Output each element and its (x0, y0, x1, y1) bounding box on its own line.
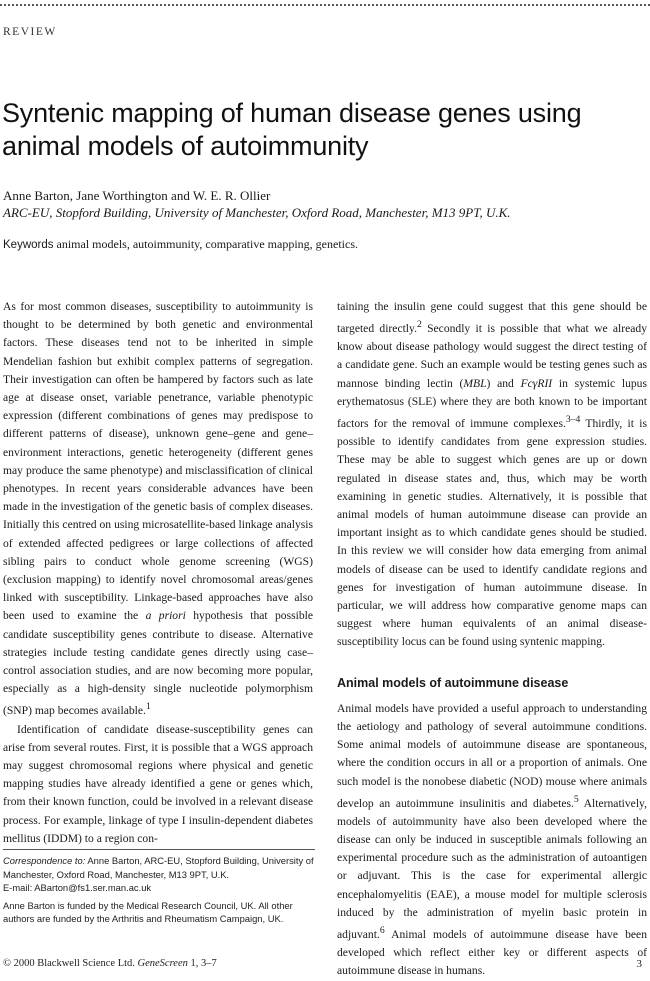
top-dotted-rule (0, 4, 650, 6)
keywords-line (3, 236, 358, 254)
right-column (337, 298, 647, 981)
citation-6: 6 (379, 925, 385, 937)
funding-note: Anne Barton is funded by the Medical Research Council, UK. All other authors are funded by the Arthritis and Rheumatism Campaign, UK. (3, 899, 293, 924)
intro-paragraph-1: As for most common diseases, susceptibility to autoimmunity is thought to be determined by both genetic and environmental factors. These diseases tend not to be inherited in simple Mendelian fashion but exhibit complex patterns of segregation. Their investigation can often be hampered by factors such as late age at disease onset, variable penetrance, variable phenotypic expression (different combinations of genes may predispose to different patterns of disease), unknown gene–gene and gene–environment interactions, genetic heterogeneity (different genes may produce the same phenotype) and misclassification of clinical phenotypes. In recent years considerable advances have been made in the investigation of the genetic basis of complex diseases. Initially this centred on using microsatellite-based linkage analysis of extended affected pedigrees or large collections of affected sibling pairs to conduct whole genome screening (WGS) (exclusion mapping) to identify novel chromosomal areas/genes linked with susceptibility. Linkage-based approaches have also been used to examine the a priori hypothesis that possible candidate susceptibility genes contribute to disease. Alternative strategies include testing candidate genes directly using case–control association studies, and are now becoming more popular, especially as a high-density single nucleotide polymorphism (SNP) map becomes available.$^1$ (3, 300, 314, 718)
citation-3-4: 3–4 (565, 414, 581, 426)
correspondence-note: Correspondence to: Anne Barton, ARC-EU, Stopford Building, University of Manchester, Oxford Road, Manchester, M13 9PT, U.K. E-mail: ABarton@fs1.ser.man.ac.uk (3, 855, 314, 893)
page-number: 3 (636, 958, 642, 970)
animal-models-paragraph: Animal models have provided a useful approach to understanding the aetiology and pathology of several autoimmune conditions. Some animal models of autoimmune disease are spontaneous, where the condition occurs in all or a proportion of animals. One such model is the nonobese diabetic (NOD) mouse where animals develop an autoimmune insulinitis and diabetes.$^5$ Alternatively, models of autoimmunity have also been developed where the disease can only be induced in susceptible animals following an experimental procedure such as the administration of autoantigen or adjuvant. This is the case for experimental allergic encephalomyelitis (EAE), a mouse model for multiple sclerosis induced by the administration of myelin basic protein in adjuvant.$^6$ Animal models of autoimmune disease have been developed which reflect either key or different aspects of autoimmune disease in humans. (337, 701, 647, 978)
intro-paragraph-2-continued: taining the insulin gene could suggest that this gene should be targeted directly.$^2$ Secondly it is possible that what we already know about disease pathology would suggest the direct testing of a candidate gene. Such an example would be testing genes such as mannose binding lectin (MBL) and FcγRII in systemic lupus erythematosus (SLE) where they are both known to be important factors for the removal of immune complexes.$^{3-4}$ Thirdly, it is possible to identify candidates from gene expression studies. These may be able to suggest which genes are up or down regulated in disease states and, thus, which may be worth examining in genetic studies. Alternatively, it is possible that animal models of human autoimmune disease can provide an important insight as to which candidate genes should be studied. In this review we will consider how data emerging from animal models of disease can be used to identify candidate regions and genes for investigation of human autoimmune disease. In particular, we will address how comparative genome maps can suggest where human equivalents of an animal disease-susceptibility locus can be found using syntenic mapping. (337, 300, 647, 649)
section-heading: Animal models of autoimmune disease (337, 675, 569, 690)
correspondence-email: E-mail: ABarton@fs1.ser.man.ac.uk (3, 882, 152, 893)
intro-paragraph-2: Identification of candidate disease-susceptibility genes can arise from several routes. First, it is possible that a WGS approach may suggest chromosomal regions where physical and genetic mapping studies have already identified a gene or genes which, from their known function, could be involved in a relevant disease process. For example, linkage of type I insulin-dependent diabetes mellitus (IDDM) to a region con- (3, 722, 313, 845)
article-title: Syntenic mapping of human disease genes using animal models of autoimmunity (2, 98, 582, 161)
citation-5: 5 (573, 793, 579, 805)
citation-2: 2 (416, 319, 422, 331)
footer-citation: © 2000 Blackwell Science Ltd. GeneScreen 1, 3–7 (3, 958, 217, 969)
author-list: Anne Barton, Jane Worthington and W. E. R. Ollier (3, 188, 271, 203)
keywords-label: Keywords (3, 239, 54, 251)
keywords-text: animal models, autoimmunity, comparative mapping, genetics. (56, 237, 358, 251)
section-label: REVIEW (3, 26, 57, 38)
left-column (3, 298, 313, 848)
footnotes (3, 849, 315, 930)
citation-1: 1 (145, 701, 151, 713)
author-affiliation: ARC-EU, Stopford Building, University of Manchester, Oxford Road, Manchester, M13 9PT, U.K. (3, 205, 511, 220)
